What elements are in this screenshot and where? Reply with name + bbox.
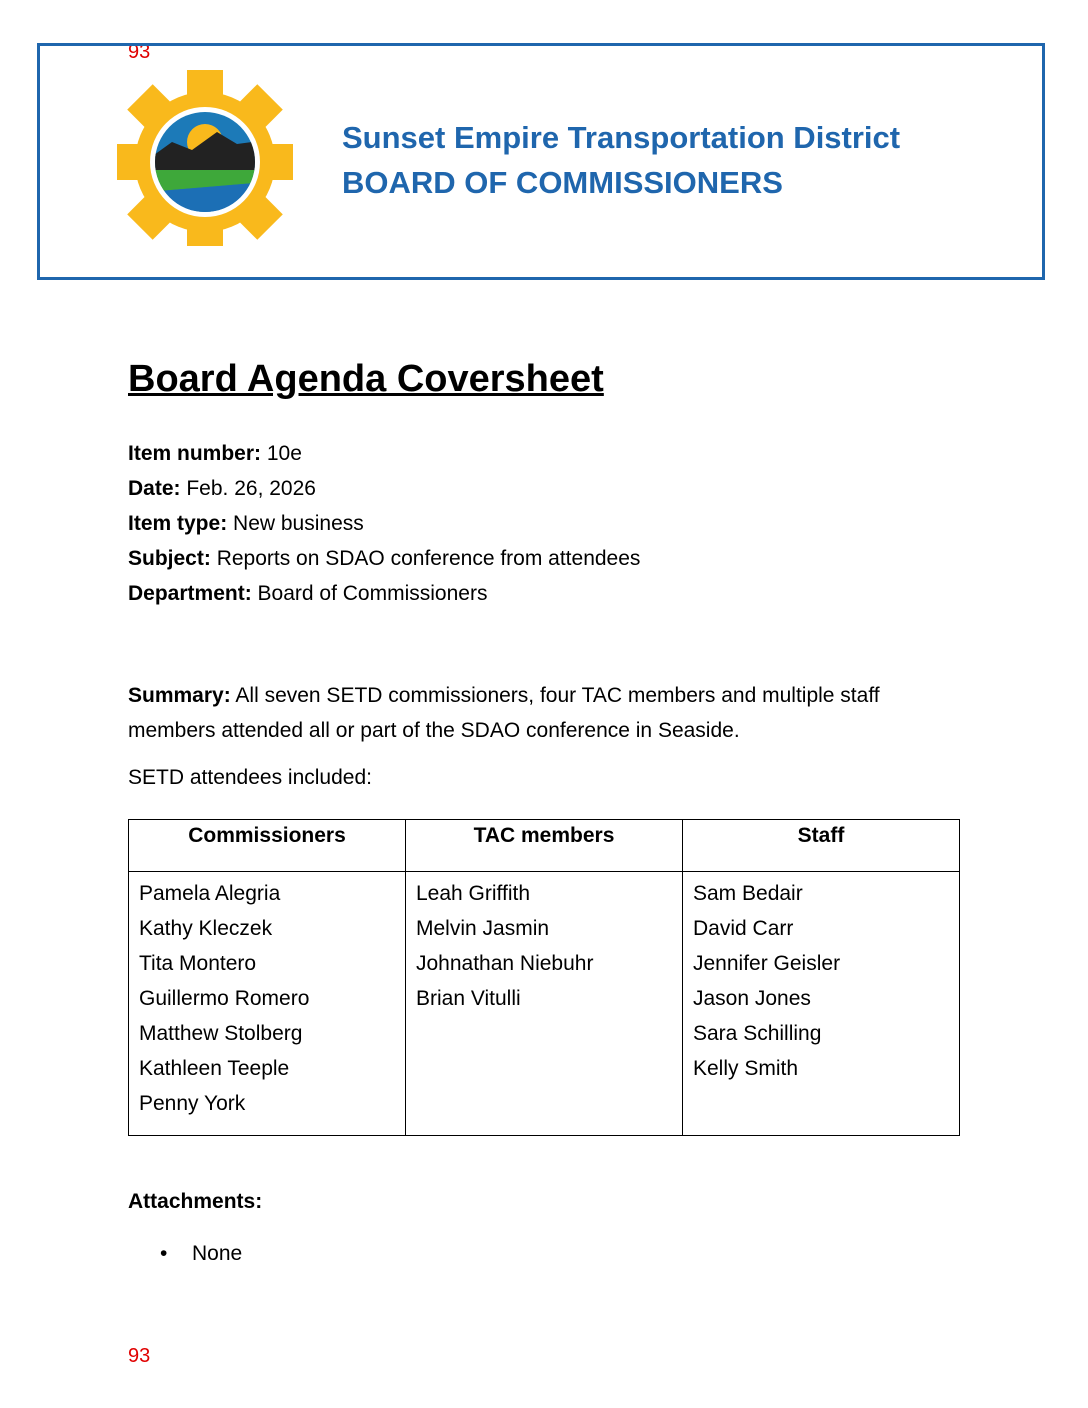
attachments-list	[128, 1242, 242, 1266]
item-type-row	[128, 506, 640, 541]
list-item: Johnathan Niebuhr	[416, 952, 594, 975]
summary-text: All seven SETD commissioners, four TAC members and multiple staff members attended all or part of the SDAO conference in Seaside.	[128, 684, 880, 742]
board-name: BOARD OF COMMISSIONERS	[342, 165, 783, 200]
field-value: Reports on SDAO conference from attendees	[216, 547, 641, 570]
list-item: Kelly Smith	[693, 1057, 799, 1080]
list-item: Jason Jones	[693, 987, 811, 1010]
column-header-commissioners: Commissioners	[129, 820, 406, 872]
attachment-text: None	[192, 1242, 243, 1265]
page-number-top: 93	[128, 41, 151, 63]
list-item: Melvin Jasmin	[416, 917, 550, 940]
field-value: 10e	[266, 442, 302, 465]
attendees-intro: SETD attendees included:	[128, 766, 372, 789]
page-title: Board Agenda Coversheet	[128, 358, 604, 400]
list-item	[128, 1242, 242, 1266]
list-item: David Carr	[693, 917, 794, 940]
list-item: Guillermo Romero	[139, 987, 310, 1010]
list-item: Sam Bedair	[693, 882, 803, 905]
list-item: Kathleen Teeple	[139, 1057, 290, 1080]
page-number-bottom: 93	[128, 1345, 151, 1367]
table-row	[129, 872, 960, 1136]
list-item: Tita Montero	[139, 952, 257, 975]
subject-row	[128, 541, 640, 576]
list-item: Leah Griffith	[416, 882, 531, 905]
field-label: Subject:	[128, 547, 211, 570]
org-name: Sunset Empire Transportation District	[342, 120, 901, 155]
bullet-icon: •	[160, 1242, 168, 1265]
staff-cell	[683, 872, 960, 1136]
list-item: Brian Vitulli	[416, 987, 521, 1010]
list-item: Jennifer Geisler	[693, 952, 841, 975]
tac-members-cell	[406, 872, 683, 1136]
attachments-label: Attachments:	[128, 1190, 263, 1213]
list-item: Matthew Stolberg	[139, 1022, 303, 1045]
gear-logo-icon	[117, 70, 293, 246]
column-header-tac-members: TAC members	[406, 820, 683, 872]
list-item: Penny York	[139, 1092, 246, 1115]
commissioners-cell	[129, 872, 406, 1136]
table-header-row	[129, 820, 960, 872]
attendees-table	[128, 819, 960, 1136]
list-item: Sara Schilling	[693, 1022, 822, 1045]
column-header-staff: Staff	[683, 820, 960, 872]
field-value: Board of Commissioners	[257, 582, 488, 605]
field-value: Feb. 26, 2026	[186, 477, 316, 500]
field-label: Department:	[128, 582, 252, 605]
field-value: New business	[233, 512, 364, 535]
summary-label: Summary:	[128, 684, 231, 707]
field-label: Date:	[128, 477, 181, 500]
list-item: Pamela Alegria	[139, 882, 281, 905]
summary-paragraph	[128, 678, 968, 748]
item-details	[128, 436, 640, 611]
date-row	[128, 471, 640, 506]
list-item: Kathy Kleczek	[139, 917, 273, 940]
field-label: Item type:	[128, 512, 228, 535]
item-number-row	[128, 436, 640, 471]
department-row	[128, 576, 640, 611]
field-label: Item number:	[128, 442, 262, 465]
